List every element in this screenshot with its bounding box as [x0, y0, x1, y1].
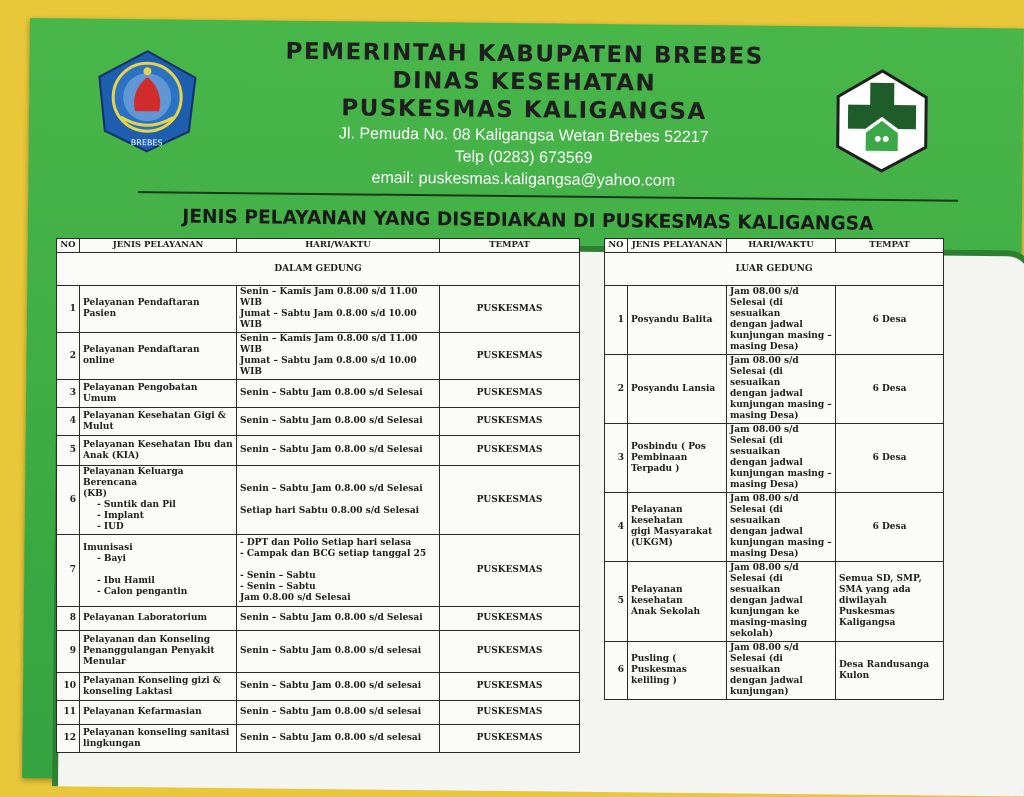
service-cell [80, 725, 237, 753]
service-line: Posyandu Lansia [631, 383, 716, 394]
service-cell [80, 380, 237, 408]
puskesmas-logo-icon [833, 68, 930, 173]
row-number: 11 [57, 701, 80, 725]
service-cell [628, 562, 727, 642]
service-line: Menular [83, 657, 126, 667]
service-cell [80, 607, 237, 631]
time-line: masing-masing [730, 618, 808, 628]
row-number: 7 [57, 535, 80, 607]
time-line: - Senin – Sabtu [240, 581, 316, 592]
service-cell [80, 701, 237, 725]
row-number: 3 [57, 380, 80, 408]
time-cell [237, 701, 440, 725]
place-cell [836, 493, 944, 562]
col-header-time: HARI/WAKTU [237, 239, 440, 253]
time-line: Jumat – Sabtu Jam 0.8.00 s/d 10.00 WIB [240, 309, 417, 330]
section-label: LUAR GEDUNG [605, 253, 944, 286]
time-line: Senin – Sabtu Jam 0.8.00 s/d selesai [240, 733, 422, 743]
row-number: 10 [57, 673, 80, 701]
time-cell [727, 493, 836, 562]
time-line: kunjungan masing – [730, 469, 832, 479]
time-cell [237, 535, 440, 607]
time-line: Senin – Kamis Jam 0.8.00 s/d 11.00 WIB [240, 334, 418, 355]
time-line [240, 560, 436, 571]
time-cell [727, 562, 836, 642]
service-line: Pembinaan Terpadu ) [631, 452, 688, 474]
time-cell [237, 466, 440, 535]
service-line: Pelayanan Pendaftaran Pasien [83, 298, 200, 319]
place-line: Kaligangsa [839, 618, 896, 628]
place-cell: PUSKESMAS [440, 333, 580, 380]
svg-text:BREBES: BREBES [130, 138, 163, 148]
time-line: Senin – Sabtu Jam 0.8.00 s/d selesai [240, 707, 422, 717]
row-number: 9 [57, 631, 80, 673]
service-line: Pelayanan dan Konseling [83, 635, 211, 645]
service-cell [80, 466, 237, 535]
time-line: Jumat – Sabtu Jam 0.8.00 s/d 10.00 WIB [240, 356, 417, 377]
time-line: Selesai (di sesuaikan [730, 505, 783, 526]
service-line: Pelayanan Konseling gizi & [83, 675, 221, 686]
header-divider [138, 191, 958, 202]
time-cell [727, 642, 836, 700]
service-line: (UKGM) [631, 538, 673, 548]
place-line: diwilayah [839, 596, 887, 606]
service-line: Pelayanan Pengobatan Umum [83, 382, 198, 404]
time-line: dengan jadwal [730, 458, 803, 468]
time-line: Selesai (di sesuaikan [730, 654, 783, 675]
time-cell [237, 631, 440, 673]
service-cell [80, 408, 237, 436]
service-line: konseling Laktasi [83, 686, 173, 697]
service-line: Pusling ( Puskesmas [631, 654, 687, 675]
service-cell [628, 286, 727, 355]
service-subitem: - Implant [97, 511, 144, 521]
time-line: kunjungan masing – [730, 400, 832, 410]
time-line: Jam 08.00 s/d [730, 425, 799, 435]
service-subitem: - IUD [97, 522, 124, 532]
table-row [57, 380, 580, 408]
place-cell [836, 642, 944, 700]
service-subitem [83, 565, 233, 576]
section-row [605, 253, 944, 286]
table-row [57, 607, 580, 631]
service-subitem: - Bayi [97, 554, 126, 564]
time-line: Senin – Sabtu Jam 0.8.00 s/d selesai [240, 681, 422, 691]
table-row [57, 535, 580, 607]
service-line: Pelayanan Laboratorium [83, 613, 208, 623]
place-cell: PUSKESMAS [440, 466, 580, 535]
services-title: JENIS PELAYANAN YANG DISEDIAKAN DI PUSKESMAS KALIGANGSA [182, 205, 874, 235]
service-cell [628, 642, 727, 700]
service-line: keliling ) [631, 676, 677, 686]
service-line: Posyandu Balita [631, 314, 713, 325]
place-cell [836, 424, 944, 493]
row-number: 4 [605, 493, 628, 562]
service-line: Pelayanan Kesehatan Ibu dan [83, 439, 233, 450]
row-number: 2 [605, 355, 628, 424]
time-line: Selesai (di sesuaikan [730, 298, 783, 319]
place-line: 6 Desa [872, 383, 907, 394]
place-cell [836, 286, 944, 355]
table-row [57, 466, 580, 535]
place-line: SMA yang ada [839, 585, 911, 595]
service-subitem: - Ibu Hamil [97, 576, 155, 586]
table-row [57, 673, 580, 701]
time-line: masing Desa) [730, 480, 799, 490]
place-line: Desa Randusanga [839, 659, 930, 670]
time-line: dengan jadwal [730, 320, 803, 330]
row-number: 8 [57, 607, 80, 631]
table-row [57, 333, 580, 380]
service-cell [80, 673, 237, 701]
service-cell [628, 355, 727, 424]
service-cell [628, 493, 727, 562]
time-line: Jam 08.00 s/d [730, 563, 799, 573]
header-address: Jl. Pemuda No. 08 Kaligangsa Wetan Brebes 52217 [338, 125, 709, 147]
row-number: 5 [57, 436, 80, 466]
service-subitem: - Suntik dan Pil [97, 500, 176, 510]
service-line: gigi Masyarakat [631, 527, 713, 537]
service-line: Anak Sekolah [631, 607, 700, 617]
time-line: Senin – Sabtu Jam 0.8.00 s/d selesai [240, 646, 422, 656]
place-cell: PUSKESMAS [440, 631, 580, 673]
time-cell [727, 424, 836, 493]
header-government: PEMERINTAH KABUPATEN BREBES [285, 38, 764, 70]
time-cell [237, 673, 440, 701]
service-cell [80, 333, 237, 380]
section-label: DALAM GEDUNG [57, 253, 580, 286]
place-cell: PUSKESMAS [440, 408, 580, 436]
time-line: sekolah) [730, 629, 774, 639]
time-line: Senin – Sabtu Jam 0.8.00 s/d Selesai [240, 388, 423, 398]
time-line: kunjungan masing – [730, 331, 832, 341]
col-header-service: JENIS PELAYANAN [628, 239, 727, 253]
time-line: dengan jadwal [730, 596, 803, 606]
time-line: Jam 08.00 s/d [730, 494, 799, 504]
table-row [605, 424, 944, 493]
service-line: Pelayanan kesehatan [631, 505, 683, 526]
place-cell: PUSKESMAS [440, 535, 580, 607]
time-line: Selesai (di sesuaikan [730, 436, 783, 457]
place-line: Kulon [839, 670, 870, 681]
header-department: DINAS KESEHATAN [392, 67, 657, 97]
service-subitem: - Calon pengantin [97, 587, 188, 597]
service-line: Penanggulangan Penyakit [83, 646, 215, 656]
place-cell: PUSKESMAS [440, 673, 580, 701]
time-line: dengan jadwal [730, 389, 803, 399]
place-cell: PUSKESMAS [440, 701, 580, 725]
service-line: Posbindu ( Pos [631, 441, 706, 452]
table-row [605, 355, 944, 424]
brebes-regency-emblem-icon [91, 47, 204, 156]
time-line: masing Desa) [730, 549, 799, 559]
place-cell [836, 562, 944, 642]
service-cell [80, 535, 237, 607]
table-row [605, 642, 944, 700]
service-line: Mulut [83, 421, 114, 432]
section-row [57, 253, 580, 286]
row-number: 1 [57, 286, 80, 333]
service-line: Anak (KIA) [83, 450, 140, 461]
header-email: email: puskesmas.kaligangsa@yahoo.com [371, 169, 676, 190]
row-number: 4 [57, 408, 80, 436]
time-line: dengan jadwal [730, 527, 803, 537]
time-line: Selesai (di sesuaikan [730, 574, 783, 595]
table-row [57, 286, 580, 333]
time-line: Senin – Sabtu Jam 0.8.00 s/d Selesai [240, 416, 423, 426]
table-row [57, 701, 580, 725]
time-cell [237, 408, 440, 436]
row-number: 1 [605, 286, 628, 355]
time-line: - Senin – Sabtu [240, 570, 316, 581]
time-line: Jam 0.8.00 s/d Selesai [240, 592, 351, 603]
table-row [605, 562, 944, 642]
table-header-row [605, 239, 944, 253]
time-line: dengan jadwal [730, 676, 803, 686]
service-line: Pelayanan Kesehatan Gigi & [83, 410, 226, 421]
col-header-place: TEMPAT [836, 239, 944, 253]
header-puskesmas: PUSKESMAS KALIGANGSA [341, 95, 707, 126]
time-line: kunjungan masing – [730, 538, 832, 548]
col-header-no: NO [605, 239, 628, 253]
place-line: Puskesmas [839, 607, 895, 617]
time-cell [237, 333, 440, 380]
time-line: Senin – Sabtu Jam 0.8.00 s/d Selesai [240, 445, 423, 455]
row-number: 2 [57, 333, 80, 380]
table-row [605, 286, 944, 355]
place-line: 6 Desa [872, 314, 907, 325]
time-cell [727, 355, 836, 424]
time-line: kunjungan ke [730, 607, 800, 617]
time-cell [237, 607, 440, 631]
place-cell: PUSKESMAS [440, 286, 580, 333]
col-header-service: JENIS PELAYANAN [80, 239, 237, 253]
row-number: 12 [57, 725, 80, 753]
table-row [57, 631, 580, 673]
time-line: Jam 08.00 s/d [730, 643, 799, 653]
time-line: Senin – Sabtu Jam 0.8.00 s/d Selesai [240, 483, 423, 494]
time-cell [237, 436, 440, 466]
place-line: Semua SD, SMP, [839, 574, 922, 584]
table-header-row [57, 239, 580, 253]
service-line: Imunisasi [83, 543, 133, 553]
row-number: 3 [605, 424, 628, 493]
service-line: Pelayanan Keluarga Berencana [83, 467, 184, 488]
service-cell [80, 436, 237, 466]
place-cell: PUSKESMAS [440, 725, 580, 753]
time-cell [727, 286, 836, 355]
time-line: Jam 08.00 s/d [730, 287, 799, 297]
time-line: kunjungan) [730, 687, 789, 697]
service-line: Pelayanan Pendaftaran online [83, 345, 200, 366]
table-row [57, 408, 580, 436]
row-number: 5 [605, 562, 628, 642]
time-line: masing Desa) [730, 411, 799, 421]
table-row [57, 436, 580, 466]
indoor-services-table [56, 238, 580, 753]
table-row [605, 493, 944, 562]
col-header-time: HARI/WAKTU [727, 239, 836, 253]
service-cell [628, 424, 727, 493]
service-line: lingkungan [83, 738, 141, 749]
outdoor-services-table [604, 238, 944, 700]
row-number: 6 [57, 466, 80, 535]
time-line: Senin – Kamis Jam 0.8.00 s/d 11.00 WIB [240, 287, 418, 308]
service-cell [80, 631, 237, 673]
time-line: Selesai (di sesuaikan [730, 367, 783, 388]
place-cell [836, 355, 944, 424]
time-line [240, 495, 436, 506]
time-line: Senin – Sabtu Jam 0.8.00 s/d Selesai [240, 613, 423, 623]
place-cell: PUSKESMAS [440, 380, 580, 408]
service-line: Pelayanan konseling sanitasi [83, 727, 230, 738]
table-row [57, 725, 580, 753]
col-header-no: NO [57, 239, 80, 253]
header-phone: Telp (0283) 673569 [454, 148, 593, 167]
place-line: 6 Desa [872, 452, 907, 463]
place-line: 6 Desa [872, 521, 907, 532]
row-number: 6 [605, 642, 628, 700]
time-line: - DPT dan Polio Setiap hari selasa [240, 537, 412, 548]
time-line: Jam 08.00 s/d [730, 356, 799, 366]
time-line: - Campak dan BCG setiap tanggal 25 [240, 548, 427, 559]
service-line: (KB) [83, 489, 107, 499]
time-cell [237, 286, 440, 333]
time-line: masing Desa) [730, 342, 799, 352]
time-line: Setiap hari Sabtu 0.8.00 s/d Selesai [240, 505, 420, 516]
service-line: Pelayanan Kefarmasian [83, 707, 202, 717]
service-line: Pelayanan kesehatan [631, 585, 683, 606]
place-cell: PUSKESMAS [440, 607, 580, 631]
time-cell [237, 380, 440, 408]
place-cell: PUSKESMAS [440, 436, 580, 466]
col-header-place: TEMPAT [440, 239, 580, 253]
time-cell [237, 725, 440, 753]
service-cell [80, 286, 237, 333]
